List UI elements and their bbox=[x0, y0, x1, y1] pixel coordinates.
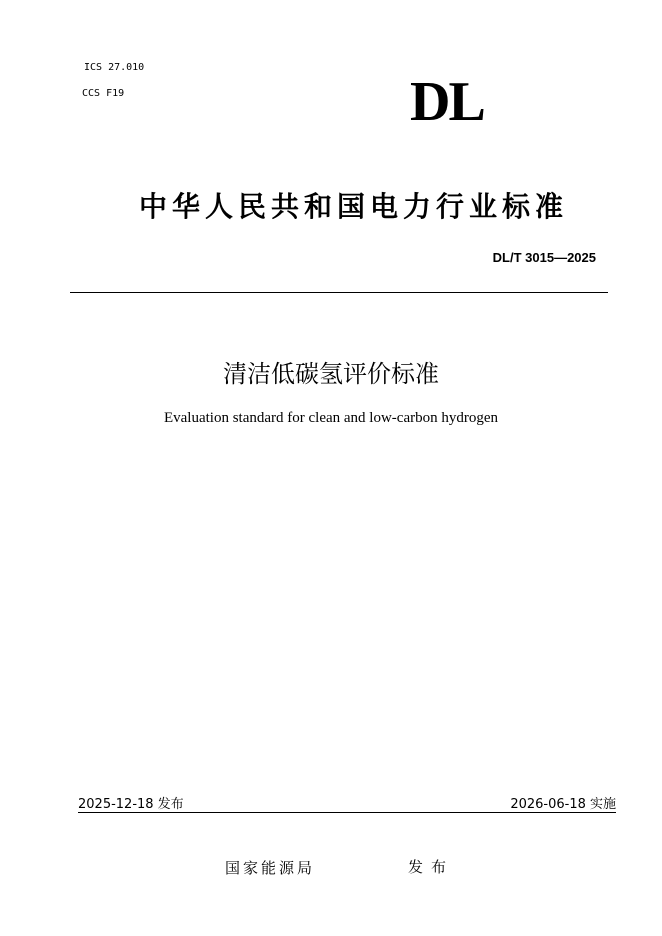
dl-logo: DL bbox=[410, 71, 484, 133]
standard-number: DL/T 3015—2025 bbox=[492, 250, 596, 265]
issue-date: 2025-12-18 发布 bbox=[78, 797, 184, 812]
ccs-code: CCS F19 bbox=[82, 88, 125, 99]
footer-divider bbox=[78, 812, 616, 813]
implementation-date: 2026-06-18 实施 bbox=[510, 797, 616, 812]
issuing-authority: 国家能源局 bbox=[225, 859, 316, 877]
publish-label: 发布 bbox=[408, 858, 455, 876]
document-title-chinese: 清洁低碳氢评价标准 bbox=[223, 360, 439, 388]
industry-standard-title: 中华人民共和国电力行业标准 bbox=[138, 190, 568, 223]
ics-code: ICS 27.010 bbox=[84, 62, 145, 73]
document-title-english: Evaluation standard for clean and low-carbon hydrogen bbox=[163, 410, 499, 426]
header-divider bbox=[70, 292, 608, 293]
